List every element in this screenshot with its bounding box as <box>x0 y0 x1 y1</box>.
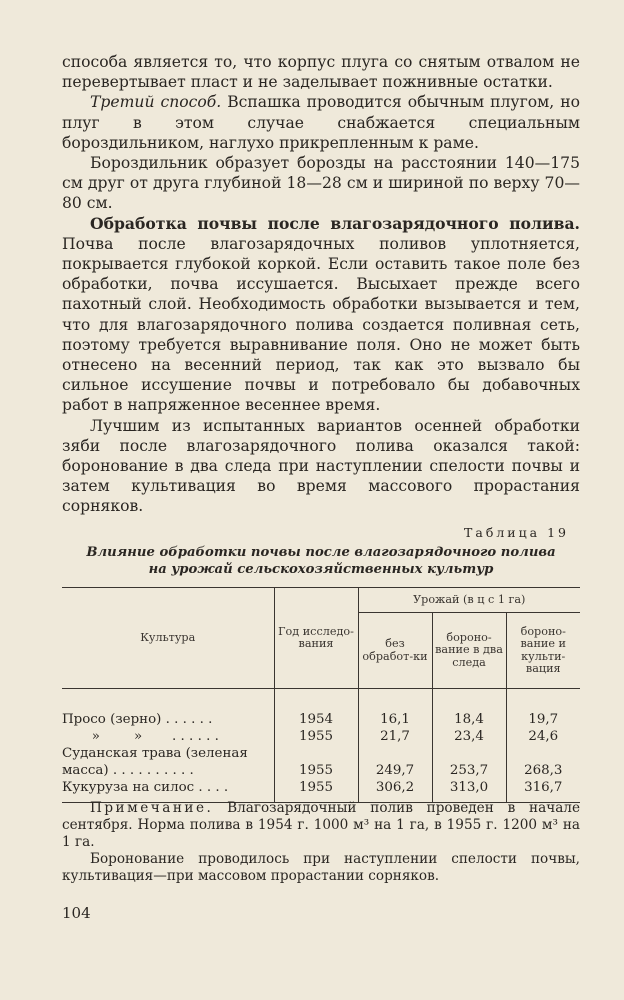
paragraph-2: Третий способ. Вспашка проводится обычным плугом, но плуг в этом случае снабжается специальным бороздильником, наглухо прикрепленным к раме. <box>62 93 580 152</box>
table-title: Влияние обработки почвы после влагозарядочного полива на урожай сельскохозяйственных культур <box>86 545 556 577</box>
note-label: Примечание. <box>90 800 214 816</box>
table-row: Просо (зерно) . . . . . . 1954 16,1 18,4 19,7 <box>62 712 559 727</box>
col-header-harrowing: бороно-вание в два следа <box>432 613 506 689</box>
paragraph-1: способа является то, что корпус плуга со снятым отвалом не перевертывает пласт и не заделывает пожнивные остатки. <box>62 53 580 92</box>
table-row: Кукуруза на силос . . . . 1955 306,2 313,0 316,7 <box>62 779 580 803</box>
table-row: масса) . . . . . . . . . . 1955 249,7 253,7 268,3 <box>62 763 563 778</box>
body-text <box>62 52 580 517</box>
table-notes <box>62 800 580 885</box>
table-number: Таблица 19 <box>464 525 569 540</box>
table-row: Суданская трава (зеленая <box>62 745 580 762</box>
col-header-crop: Культура <box>62 588 274 689</box>
section-heading: Обработка почвы после влагозарядочного полива. <box>90 213 580 233</box>
col-header-yield: Урожай (в ц с 1 га) <box>358 588 580 613</box>
table-header-row <box>62 588 580 613</box>
note-2: Боронование проводилось при наступлении спелости почвы, культивация—при массовом прорастании сорняков. <box>62 851 580 884</box>
table-row: » » . . . . . . 1955 21,7 23,4 24,6 <box>62 729 559 744</box>
paragraph-4: Обработка почвы после влагозарядочного полива. Почва после влагозарядочных поливов уплотняется, покрывается глубокой коркой. Если оставить такое поле без обработки, почва иссушается. Высыхает прежде всего пахотный слой. Необходимость обработки вызывается и тем, что для влагозарядочного полива создается поливная сеть, поэтому требуется выравнивание поля. Оно не может быть отнесено на весенний период, так как это вызвало бы сильное иссушение почвы и потребовало бы добавочных работ в напряженное весеннее время. <box>62 213 580 415</box>
col-header-harrowing-cultivation: бороно-вание и культи-вация <box>520 624 566 675</box>
note-1: Примечание. Влагозарядочный полив проведен в начале сентября. Норма полива в 1954 г. 1000 м³ на 1 га, в 1955 г. 1200 м³ на 1 га. <box>62 800 580 850</box>
paragraph-3: Бороздильник образует борозды на расстоянии 140—175 см друг от друга глубиной 18—28 см и шириной по верху 70—80 см. <box>62 154 580 213</box>
yield-table <box>62 587 580 803</box>
spacer-row <box>62 689 580 712</box>
col-header-year: Год исследо-вания <box>274 588 358 689</box>
paragraph-lead: Третий способ. <box>90 93 222 112</box>
page-number: 104 <box>62 904 91 922</box>
col-header-no-treatment: без обработ-ки <box>358 613 432 689</box>
paragraph-5: Лучшим из испытанных вариантов осенней обработки зяби после влагозарядочного полива оказался такой: боронование в два следа при наступлении спелости почвы и затем культивация во время массового прорастания сорняков. <box>62 416 580 516</box>
